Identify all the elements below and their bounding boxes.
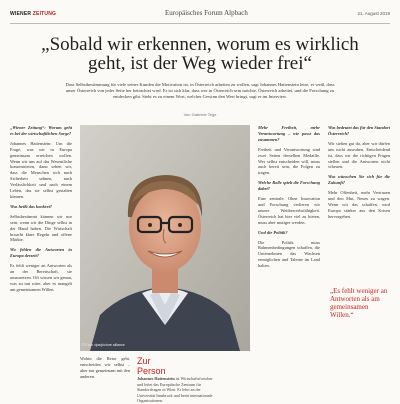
question: Was heißt das konkret? [10,203,52,209]
person-bio-text: ist Wirtschaftsforscher und leitet das Europäische Zentrum für Standortfragen in Wien. Er lehrt an der Universität Innsbruck und berät internationale Organisationen. [137,376,213,403]
article-column-2: Wohin die Reise geht, entscheiden wir selbst – aber nur gemeinsam mit den anderen. [80,356,130,379]
person-bio [137,376,219,404]
logo-primary: WIENER [10,11,32,17]
photo-credit: © Foto: dpa/picture alliance [82,343,125,347]
article-column-3 [258,125,320,400]
question: Was bedeutet das für den Standort Österreich? [328,125,391,136]
question: Welche Rolle spielt die Forschung dabei? [258,180,320,192]
portrait-illustration [80,125,250,351]
article-byline: Von Gabriele Tege [183,112,217,117]
person-box [137,356,252,403]
answer: Eine zentrale. Ohne Innovation und Forschung verlieren wir unsere Wettbewerbsfähigkeit. Österreich hat hier viel zu bieten, muss aber mutiger werden. [258,196,320,225]
article-column-1 [10,125,72,400]
question: Wo fehlen die Antworten in Europa derzeit? [10,247,72,259]
person-name: Johannes Hattenstein [137,376,175,381]
question: Was wünschen Sie sich für die Zukunft? [328,174,390,186]
question: Mehr Freiheit, mehr Verantwortung – wie passt das zusammen? [258,125,320,142]
person-label: Zur Person [137,356,166,376]
answer: Die Politik muss Rahmenbedingungen schaffen, die Unternehmen das Wachsen ermöglichen und Talente im Land halten. [258,239,320,269]
question: „Wiener Zeitung“: Worum geht es bei der wirtschaftlichen Sorge? [10,125,72,136]
portrait-photo [80,125,250,351]
article-lead: Dass Selbstbestimmung für viele seiner Kunden die Motivation ist, in Österreich arbeiten zu wollen, sagt Johannes Hattenstein leise, er weiß, dass unser Österreich von jeder Seite her betrachtet wird. Er ist sich klar, dass wer in Österreich sein möchte, Österreich arbeitet, und die Forschung zu entdecken gibt. Sieht es zu einem Wort, welcher Gewinn den Wert bringt, sagt er im Interview. [65,82,335,100]
newspaper-logo[interactable] [10,11,56,17]
pull-quote: „Es fehlt weniger an Antworten als am gemeinsamen Willen.“ [330,287,388,319]
logo-accent: ZEITUNG [32,11,57,17]
article-column-4 [328,125,390,400]
article-headline: „Sobald wir erkennen, worum es wirklich geht, ist der Weg wieder frei“ [41,34,359,74]
issue-date: 21. August 2019 [357,11,390,16]
section-title: Europäisches Forum Alpbach [165,9,248,17]
answer: Mehr Offenheit, mehr Vertrauen und den Mut, Neues zu wagen. Wenn wir das schaffen, wird Europa stärker aus den Krisen hervorgehen. [328,190,390,219]
answer: Selbstbestimmt können wir nur sein, wenn wir die Dinge selbst in der Hand haben. Die Wirtschaft braucht klare Regeln und offene Märkte. [10,213,72,243]
question: Und die Politik? [258,229,288,235]
answer: Freiheit und Verantwortung sind zwei Seiten derselben Medaille. Wer selbst entscheiden will, muss auch bereit sein, die Folgen zu tragen. [258,146,320,176]
answer: Johannes Hattenstein: Um die Frage, was wir in Europa gemeinsam erreichen wollen. Wenn wir uns auf das Wesentliche konzentrieren, dann sehen wir, dass die Menschen sich nach Sicherheit sehnen, nach Verlässlichkeit und nach einem Leben, das sie selbst gestalten können. [10,140,72,199]
masthead [10,9,390,24]
answer: Wir stehen gut da, aber wir dürfen uns nicht ausruhen. Entscheidend ist, dass wir die richtigen Fragen stellen und die Antworten nicht scheuen. [328,140,390,170]
answer: Es fehlt weniger an Antworten als an der Bereitschaft, sie umzusetzen. Oft wissen wir genau, was zu tun wäre, aber es mangelt am gemeinsamen Willen. [10,263,72,292]
